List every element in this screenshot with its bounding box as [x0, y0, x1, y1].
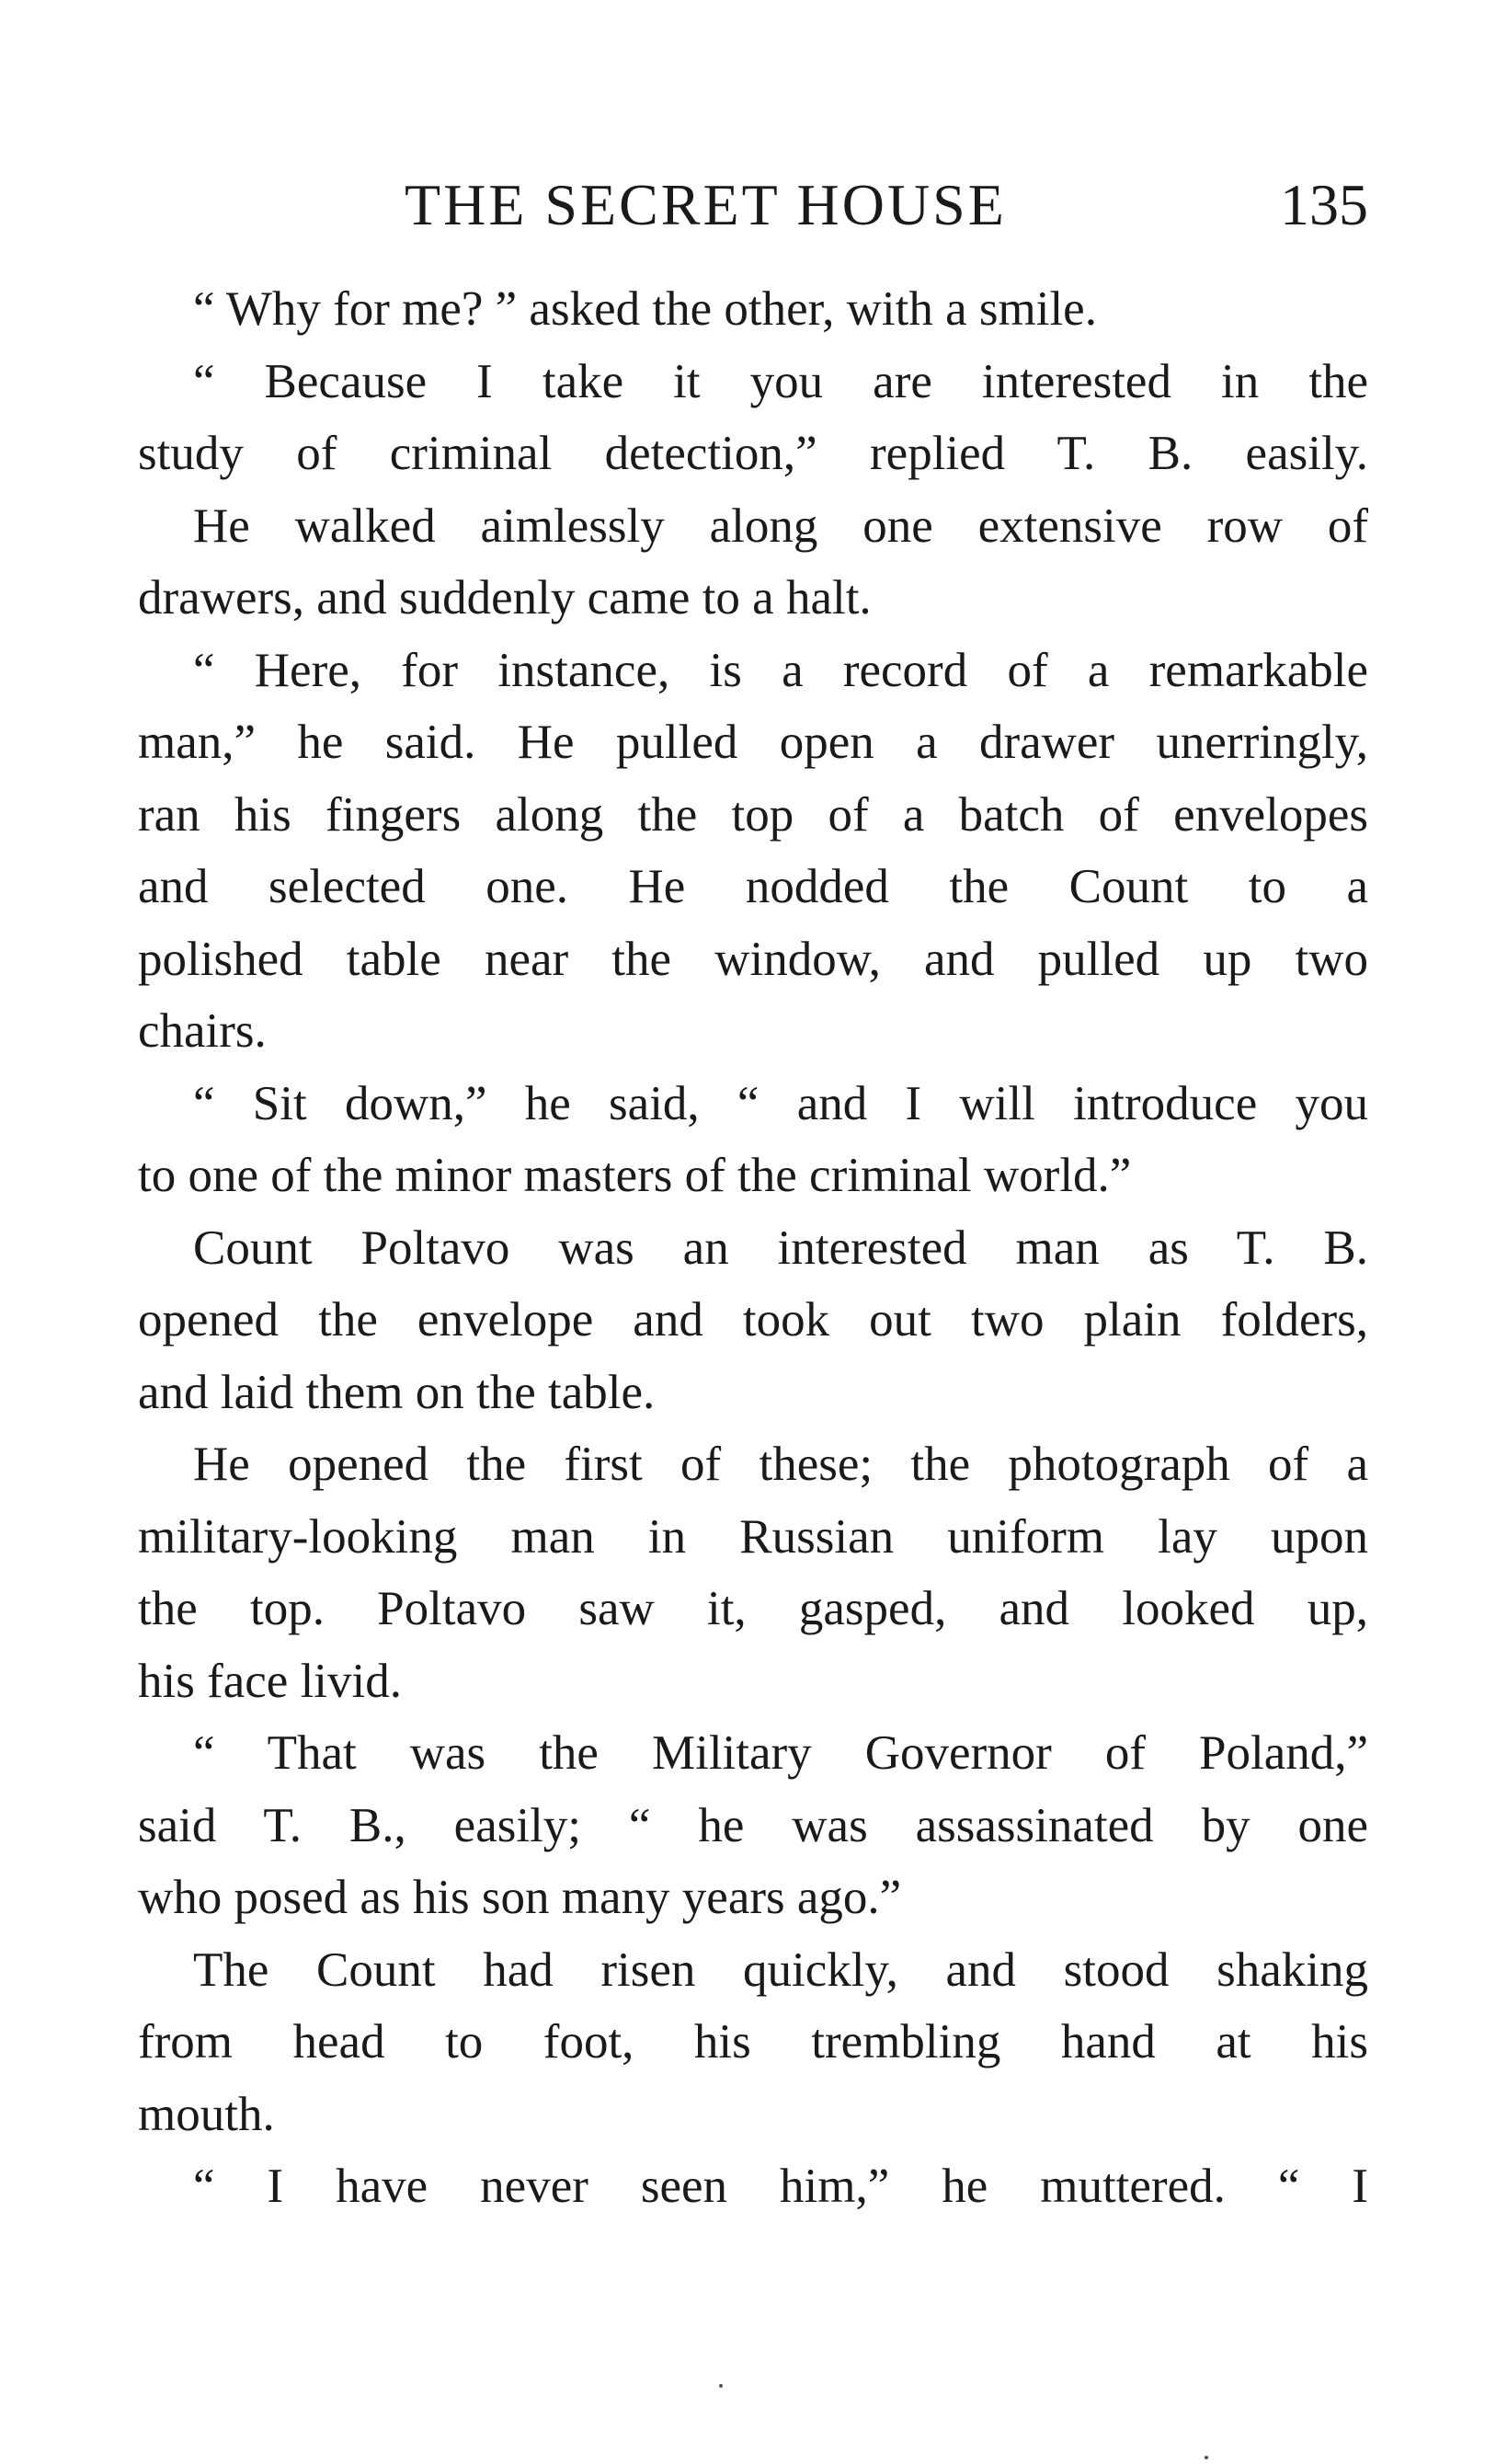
text-line: to one of the minor masters of the criminal world.” [138, 1149, 1132, 1202]
text-line: military-looking man in Russian uniform lay upon [138, 1509, 1368, 1564]
text-line: study of criminal detection,” replied T. B. easily. [138, 427, 1368, 480]
text-line: and laid them on the table. [138, 1365, 656, 1419]
text-line: the top. Poltavo saw it, gasped, and looked up, [138, 1582, 1368, 1635]
text-line: The Count had risen quickly, and stood shaking [193, 1943, 1368, 1997]
running-header [138, 164, 1368, 246]
print-speck [1205, 2456, 1208, 2459]
text-line: opened the envelope and took out two plain folders, [138, 1293, 1368, 1347]
text-line: chairs. [138, 1004, 267, 1058]
text-line: “ That was the Military Governor of Poland,” [193, 1726, 1368, 1780]
text-line: “ Because I take it you are interested in the [193, 354, 1368, 408]
body-text [138, 273, 1368, 2223]
text-line: drawers, and suddenly came to a halt. [138, 571, 872, 625]
text-line: “ Here, for instance, is a record of a remarkable [193, 643, 1368, 697]
text-line: his face livid. [138, 1654, 402, 1708]
text-line: polished table near the window, and pulled up two [138, 932, 1368, 986]
print-speck [719, 2384, 723, 2388]
text-line: “ Sit down,” he said, “ and I will introduce you [193, 1076, 1368, 1130]
text-line: “ Why for me? ” asked the other, with a smile. [193, 282, 1097, 336]
text-line: and selected one. He nodded the Count to a [138, 860, 1368, 913]
text-line: who posed as his son many years ago.” [138, 1871, 902, 1924]
text-line: man,” he said. He pulled open a drawer unerringly, [138, 716, 1368, 769]
text-line: ran his fingers along the top of a batch of envelopes [138, 787, 1368, 842]
running-title: THE SECRET HOUSE [405, 172, 1007, 237]
text-line: mouth. [138, 2087, 275, 2141]
text-line: from head to foot, his trembling hand at his [138, 2015, 1368, 2069]
text-line: Count Poltavo was an interested man as T. B. [193, 1221, 1368, 1275]
text-line: He walked aimlessly along one extensive row of [193, 499, 1368, 553]
page-number: 135 [1280, 172, 1368, 237]
text-line: He opened the first of these; the photograph of a [193, 1438, 1368, 1491]
text-line: said T. B., easily; “ he was assassinated by one [138, 1798, 1368, 1852]
text-line: “ I have never seen him,” he muttered. “ I [193, 2160, 1368, 2213]
